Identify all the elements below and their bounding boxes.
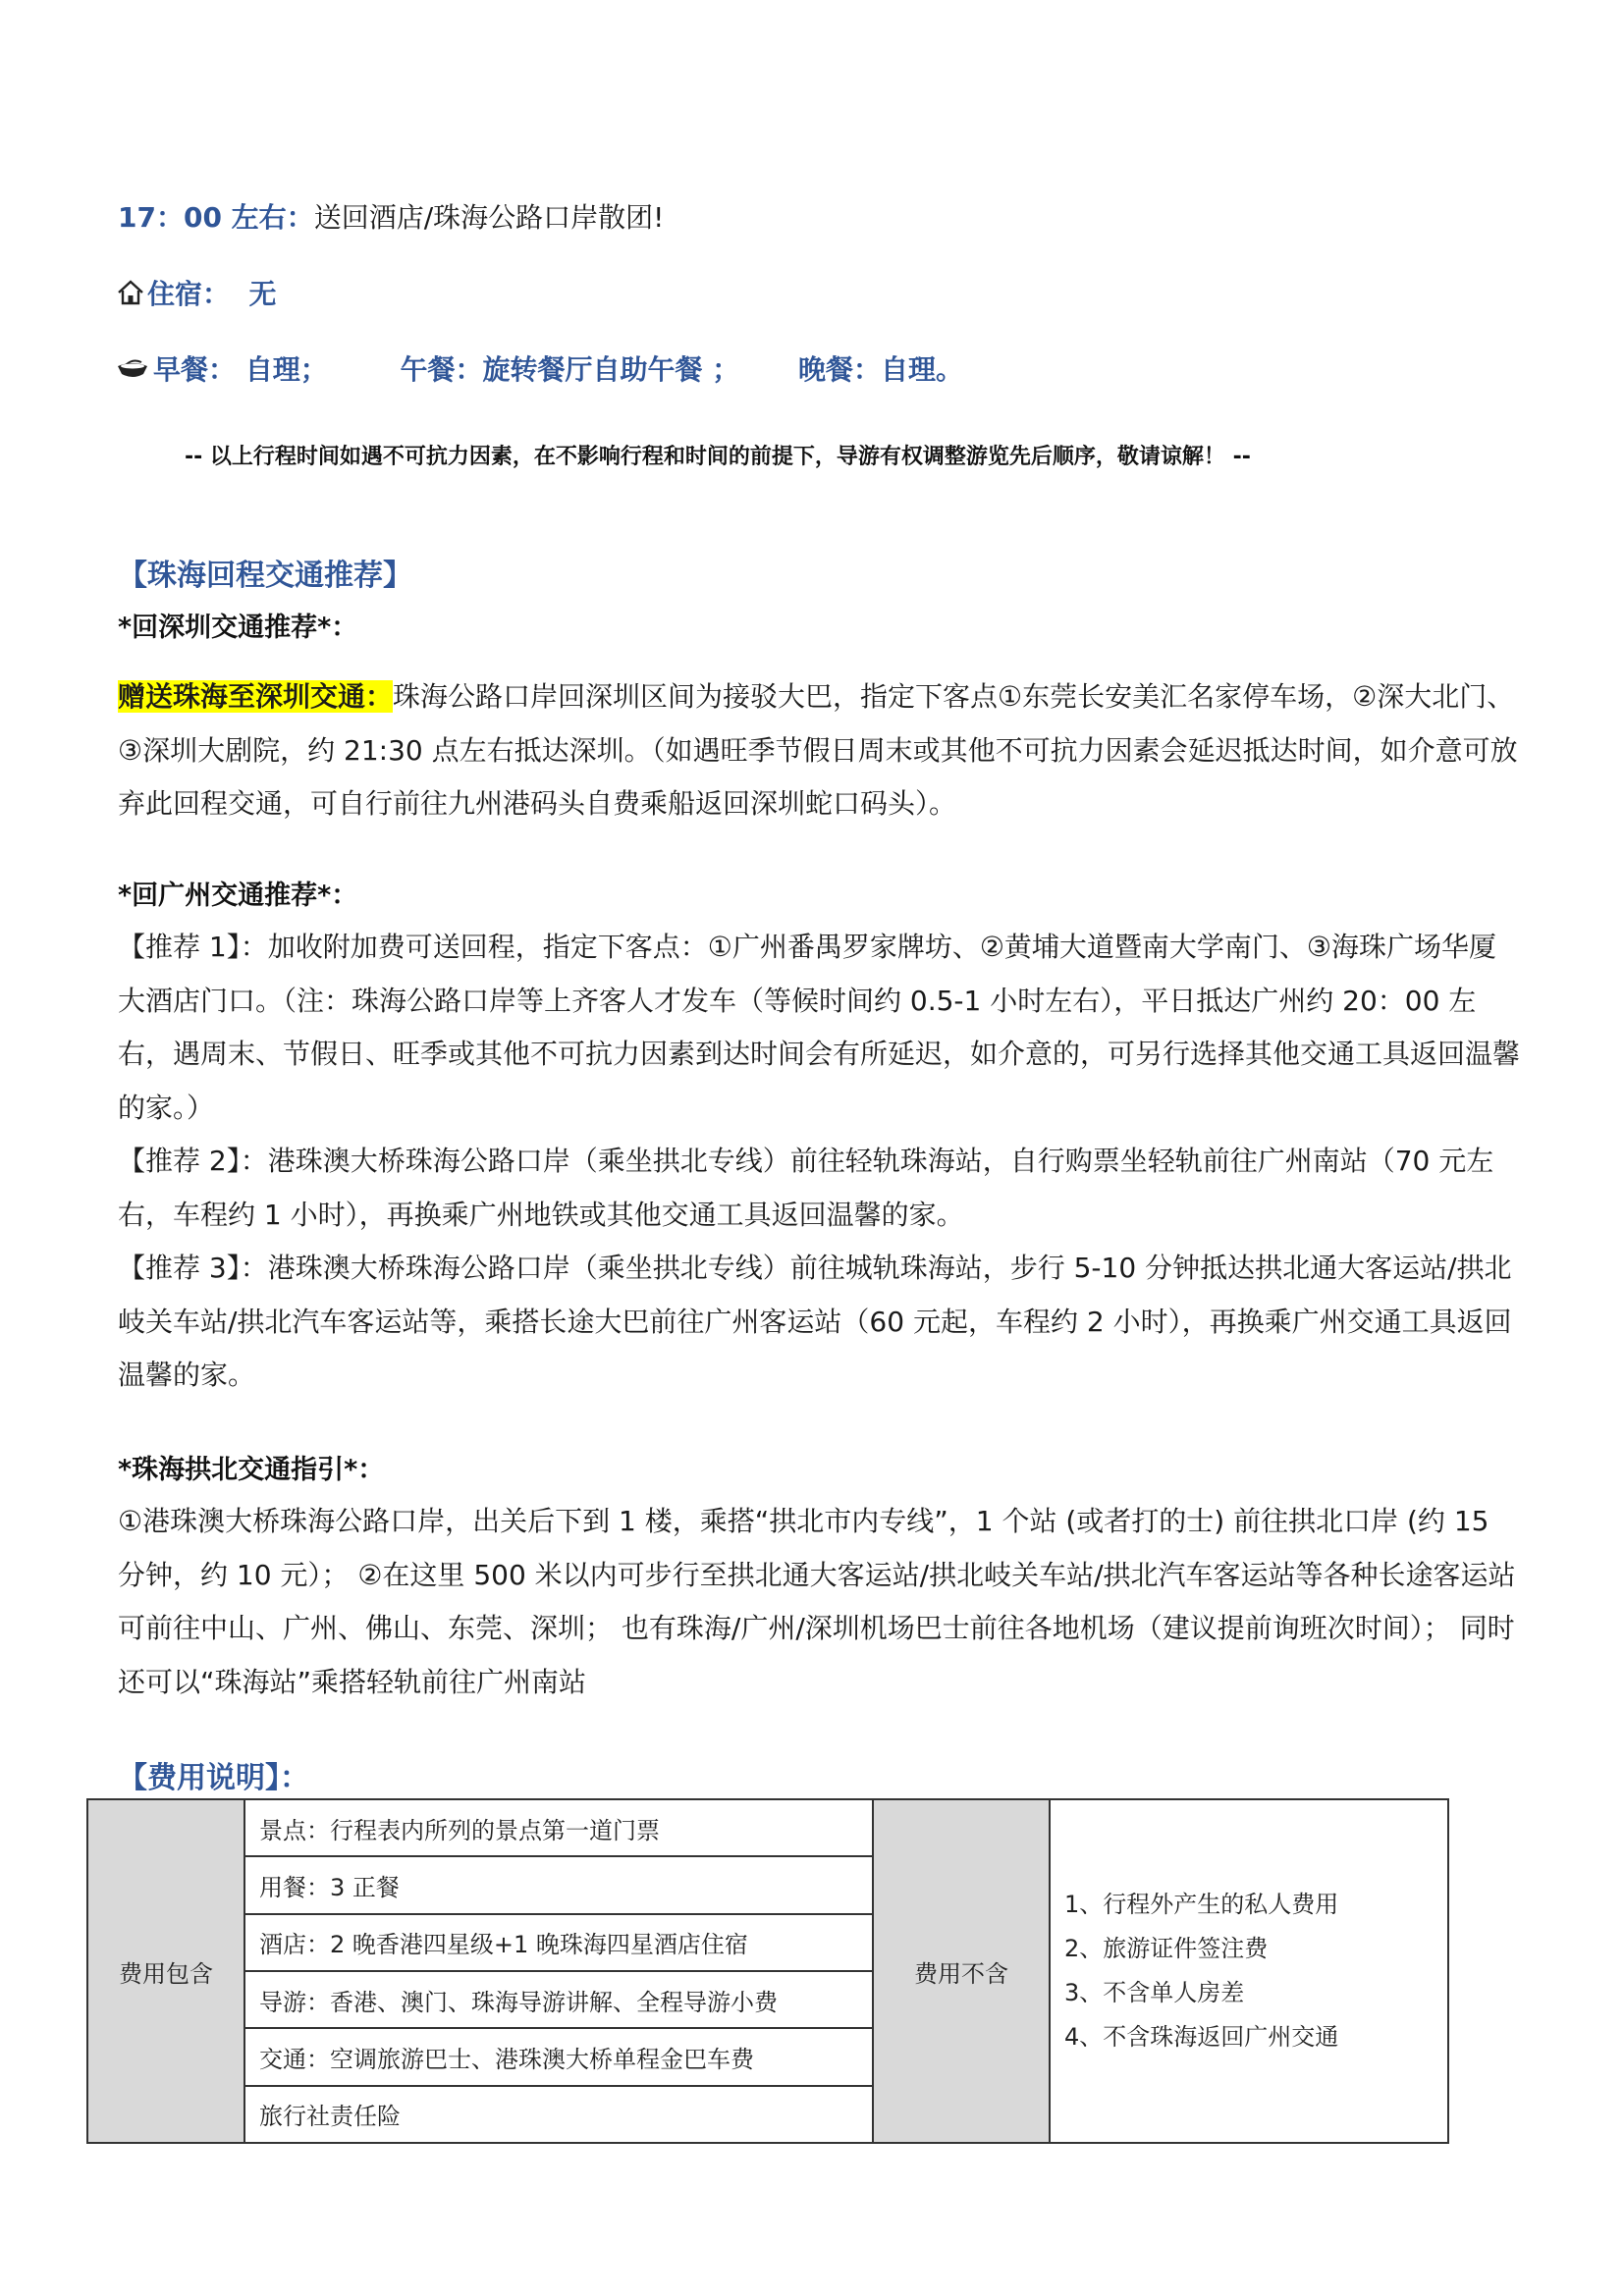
shenzhen-text: 珠海公路口岸回深圳区间为接驳大巴，指定下客点①东莞长安美汇名家停车场，②深大北门、③深圳大剧院，约 21:30 点左右抵达深圳。（如遇旺季节假日周末或其他不可抗力因素会延迟抵达时间，如介意可放弃此回程交通，可自行前往九州港码头自费乘船返回深圳蛇口码头）。 [118,680,1518,820]
included-item: 景点：行程表内所列的景点第一道门票 [244,1799,873,1856]
lodging-value: 无 [248,278,277,310]
shenzhen-paragraph [118,670,1522,831]
dinner-text: 晚餐：自理。 [798,353,964,386]
lodging-label: 住宿： [147,278,231,310]
lodging-line [116,273,277,312]
breakfast-text: 早餐： 自理； [153,353,328,386]
included-item: 交通：空调旅游巴士、港珠澳大桥单程金巴车费 [244,2028,873,2085]
excluded-label: 费用不含 [873,1799,1050,2143]
gongbei-paragraph: ①港珠澳大桥珠海公路口岸，出关后下到 1 楼，乘搭“拱北市内专线”，1 个站 (或者打的士) 前往拱北口岸 (约 15 分钟，约 10 元）； ②在这里 500 米以内可步行至拱北通大客运站/拱北岐关车站/拱北汽车客运站等各种长途客运站可前往中山、广州、佛山、东莞、深圳； 也有珠海/广州/深圳机场巴士前往各地机场（建议提前询班次时间）； 同时还可以“珠海站”乘搭轻轨前往广州南站 [118,1505,1516,1698]
schedule-time: 17：00 左右： [118,201,314,234]
return-section-title: 【珠海回程交通推荐】 [118,559,412,593]
guangzhou-title: *回广州交通推荐*： [118,881,358,911]
recommendation-1: 【推荐 1】：加收附加费可送回程，指定下客点：①广州番禺罗家牌坊、②黄埔大道暨南大学南门、③海珠广场华厦大酒店门口。（注：珠海公路口岸等上齐客人才发车（等候时间约 0.5-1 小时左右），平日抵达广州约 20：00 左右，遇周末、节假日、旺季或其他不可抗力因素到达时间会有所延迟，如介意的，可另行选择其他交通工具返回温馨的家。） [118,931,1521,1124]
fees-table [86,1798,1449,2144]
shenzhen-title: *回深圳交通推荐*： [118,613,358,643]
excluded-item: 1、行程外产生的私人费用 [1064,1891,1339,1918]
fees-title: 【费用说明】： [118,1761,309,1795]
guangzhou-paragraph [118,921,1522,1403]
excluded-item: 3、不含单人房差 [1064,1979,1245,2006]
gongbei-title: *珠海拱北交通指引*： [118,1455,385,1485]
shenzhen-highlight: 赠送珠海至深圳交通： [118,680,394,713]
schedule-line [118,196,664,236]
included-item: 酒店：2 晚香港四星级+1 晚珠海四星酒店住宿 [244,1914,873,1971]
meals-line [116,348,963,388]
recommendation-2: 【推荐 2】：港珠澳大桥珠海公路口岸（乘坐拱北专线）前往轻轨珠海站，自行购票坐轻轨前往广州南站（70 元左右，车程约 1 小时），再换乘广州地铁或其他交通工具返回温馨的家。 [118,1145,1494,1231]
bowl-icon [116,356,149,382]
excluded-item: 4、不含珠海返回广州交通 [1064,2023,1339,2051]
house-icon [116,278,145,307]
itinerary-note: -- 以上行程时间如遇不可抗力因素，在不影响行程和时间的前提下，导游有权调整游览先后顺序，敬请谅解！ -- [185,445,1251,469]
excluded-list [1050,1799,1448,2143]
included-item: 导游：香港、澳门、珠海导游讲解、全程导游小费 [244,1971,873,2028]
included-label: 费用包含 [87,1799,244,2143]
excluded-item: 2、旅游证件签注费 [1064,1935,1269,1962]
included-item: 旅行社责任险 [244,2086,873,2143]
schedule-text: 送回酒店/珠海公路口岸散团! [313,201,665,234]
lunch-text: 午餐：旋转餐厅自助午餐 ； [400,353,740,386]
recommendation-3: 【推荐 3】：港珠澳大桥珠海公路口岸（乘坐拱北专线）前往城轨珠海站，步行 5-10 分钟抵达拱北通大客运站/拱北岐关车站/拱北汽车客运站等，乘搭长途大巴前往广州客运站（60 元起，车程约 2 小时），再换乘广州交通工具返回温馨的家。 [118,1252,1512,1391]
included-item: 用餐：3 正餐 [244,1856,873,1913]
